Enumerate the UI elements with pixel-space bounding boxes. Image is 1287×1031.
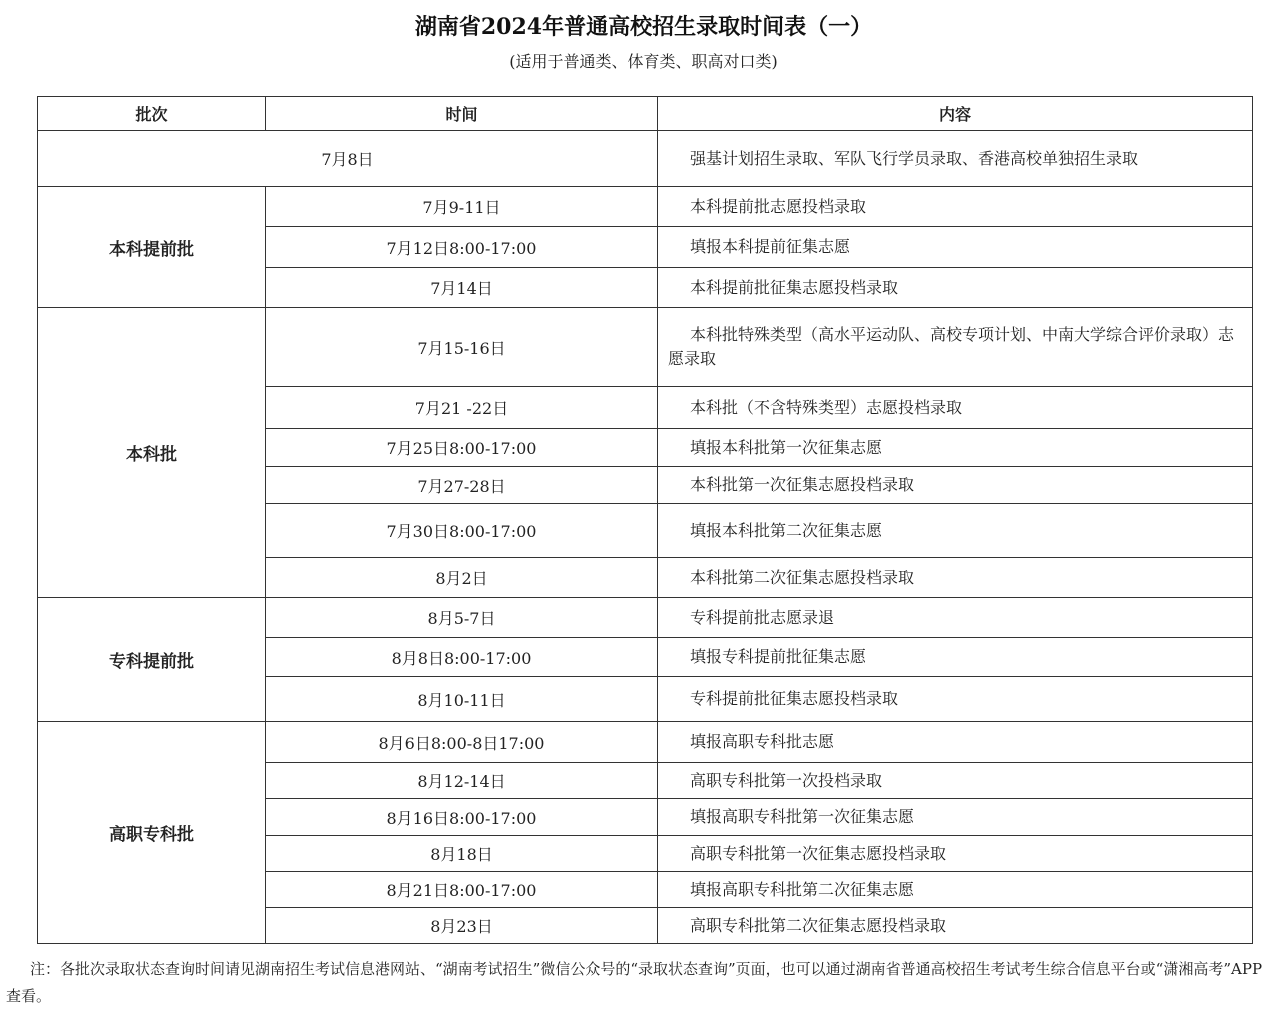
content-cell: 填报专科提前批征集志愿	[658, 638, 1253, 677]
header-time: 时间	[266, 97, 658, 131]
content-cell: 本科提前批志愿投档录取	[658, 187, 1253, 227]
time-cell: 7月30日8:00-17:00	[266, 504, 658, 558]
time-cell: 7月8日	[38, 131, 658, 187]
batch-cell: 高职专科批	[38, 722, 266, 944]
batch-cell: 本科批	[38, 308, 266, 598]
content-cell: 高职专科批第二次征集志愿投档录取	[658, 908, 1253, 944]
content-cell: 填报本科批第一次征集志愿	[658, 429, 1253, 467]
time-cell: 8月18日	[266, 836, 658, 872]
content-cell: 本科批（不含特殊类型）志愿投档录取	[658, 387, 1253, 429]
time-cell: 8月2日	[266, 558, 658, 598]
content-cell: 本科批第二次征集志愿投档录取	[658, 558, 1253, 598]
content-cell: 本科提前批征集志愿投档录取	[658, 268, 1253, 308]
table-row	[38, 131, 1253, 187]
time-cell: 7月15-16日	[266, 308, 658, 387]
content-cell: 填报本科批第二次征集志愿	[658, 504, 1253, 558]
content-cell: 高职专科批第一次投档录取	[658, 763, 1253, 799]
time-cell: 8月6日8:00-8日17:00	[266, 722, 658, 763]
time-cell: 7月12日8:00-17:00	[266, 227, 658, 268]
admission-schedule-table	[37, 96, 1253, 944]
content-cell: 填报高职专科批志愿	[658, 722, 1253, 763]
header-content: 内容	[658, 97, 1253, 131]
page-title: 湖南省2024年普通高校招生录取时间表（一）	[414, 14, 873, 40]
content-cell: 强基计划招生录取、军队飞行学员录取、香港高校单独招生录取	[658, 131, 1253, 187]
footnote: 注：各批次录取状态查询时间请见湖南招生考试信息港网站、“湖南考试招生”微信公众号的“录取状态查询”页面，也可以通过湖南省普通高校招生考试考生综合信息平台或“潇湘高考”APP查看。	[6, 960, 1263, 1005]
table-header-row	[38, 97, 1253, 131]
content-cell: 填报高职专科批第二次征集志愿	[658, 872, 1253, 908]
time-cell: 8月8日8:00-17:00	[266, 638, 658, 677]
content-cell: 本科批特殊类型（高水平运动队、高校专项计划、中南大学综合评价录取）志愿录取	[658, 308, 1253, 387]
content-cell: 本科批第一次征集志愿投档录取	[658, 467, 1253, 504]
time-cell: 8月23日	[266, 908, 658, 944]
content-cell: 填报高职专科批第一次征集志愿	[658, 799, 1253, 836]
table-row	[38, 598, 1253, 638]
time-cell: 8月5-7日	[266, 598, 658, 638]
content-cell: 高职专科批第一次征集志愿投档录取	[658, 836, 1253, 872]
time-cell: 7月25日8:00-17:00	[266, 429, 658, 467]
batch-cell: 专科提前批	[38, 598, 266, 722]
time-cell: 8月16日8:00-17:00	[266, 799, 658, 836]
batch-cell: 本科提前批	[38, 187, 266, 308]
time-cell: 8月21日8:00-17:00	[266, 872, 658, 908]
table-row	[38, 187, 1253, 227]
time-cell: 7月27-28日	[266, 467, 658, 504]
table-row	[38, 308, 1253, 387]
header-batch: 批次	[38, 97, 266, 131]
time-cell: 7月14日	[266, 268, 658, 308]
time-cell: 8月10-11日	[266, 677, 658, 722]
time-cell: 8月12-14日	[266, 763, 658, 799]
page-subtitle: (适用于普通类、体育类、职高对口类)	[509, 52, 778, 71]
content-cell: 填报本科提前征集志愿	[658, 227, 1253, 268]
time-cell: 7月9-11日	[266, 187, 658, 227]
content-cell: 专科提前批志愿录退	[658, 598, 1253, 638]
table-row	[38, 722, 1253, 763]
time-cell: 7月21 -22日	[266, 387, 658, 429]
content-cell: 专科提前批征集志愿投档录取	[658, 677, 1253, 722]
